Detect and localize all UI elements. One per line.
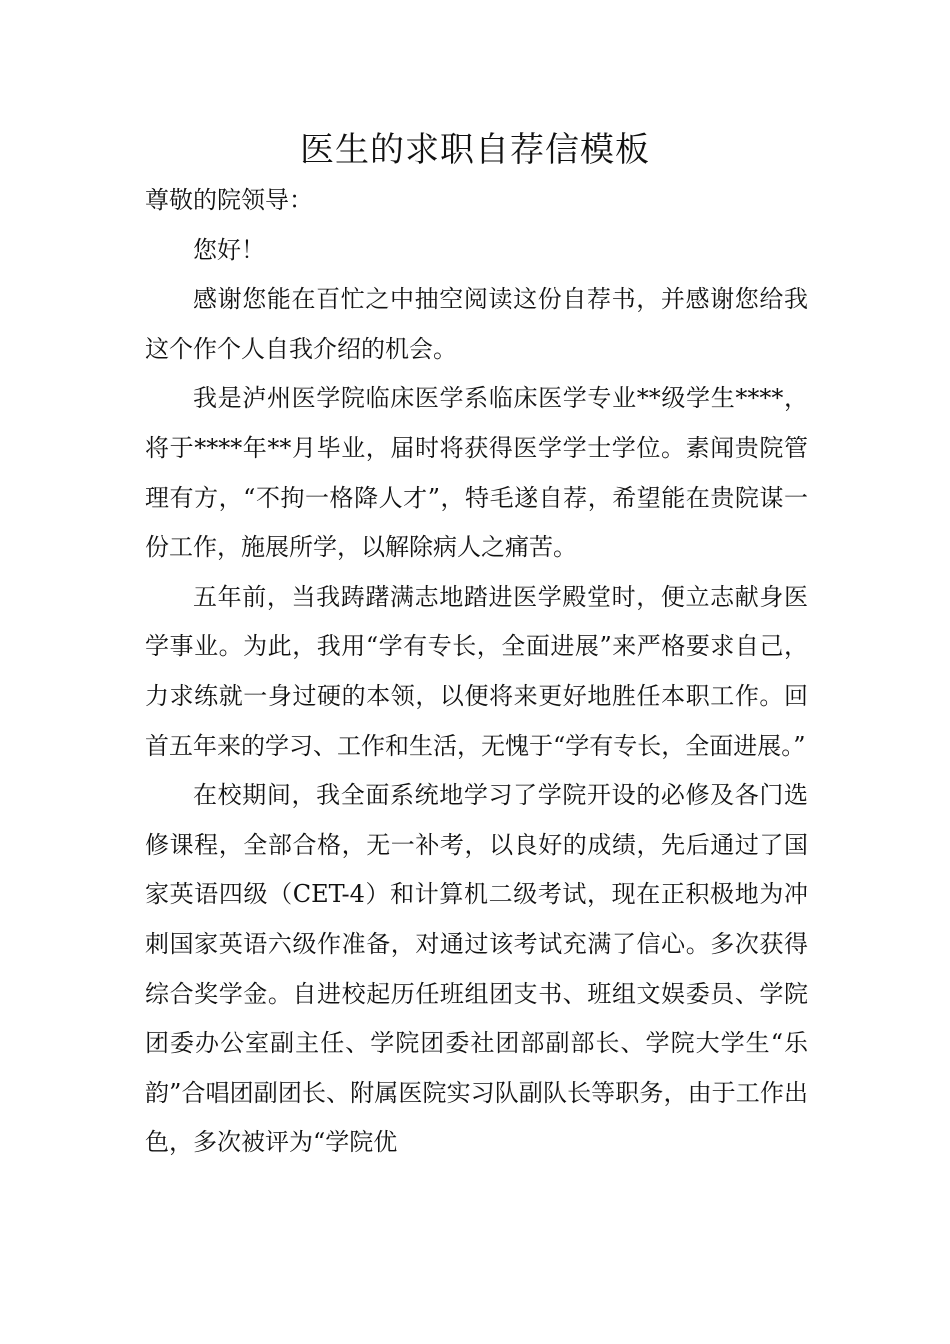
paragraph-aspiration: 五年前，当我踌躇满志地踏进医学殿堂时，便立志献身医学事业。为此，我用“学有专长，全面进展”来严格要求自己，力求练就一身过硬的本领，以便将来更好地胜任本职工作。回首五年来的学习、工作和生活，无愧于“学有专长，全面进展。” bbox=[145, 582, 808, 760]
paragraph-introduction: 我是泸州医学院临床医学系临床医学专业**级学生****，将于****年**月毕业，届时将获得医学学士学位。素闻贵院管理有方，“不拘一格降人才”，特毛遂自荐，希望能在贵院谋一份工作，施展所学，以解除病人之痛苦。 bbox=[145, 384, 808, 562]
document-title: 医生的求职自荐信模板 bbox=[300, 130, 650, 170]
paragraph-thanks: 感谢您能在百忙之中抽空阅读这份自荐书，并感谢您给我这个作个人自我介绍的机会。 bbox=[145, 285, 808, 363]
salutation: 尊敬的院领导： bbox=[145, 186, 313, 214]
document-body bbox=[145, 176, 808, 1168]
paragraph-achievements: 在校期间，我全面系统地学习了学院开设的必修及各门选修课程，全部合格，无一补考，以良好的成绩，先后通过了国家英语四级（CET-4）和计算机二级考试，现在正积极地为冲刺国家英语六级作准备，对通过该考试充满了信心。多次获得综合奖学金。自进校起历任班组团支书、班组文娱委员、学院团委办公室副主任、学院团委社团部副部长、学院大学生“乐韵”合唱团副团长、附属医院实习队副队长等职务，由于工作出色，多次被评为“学院优 bbox=[145, 781, 808, 1157]
greeting: 您好！ bbox=[193, 235, 265, 264]
